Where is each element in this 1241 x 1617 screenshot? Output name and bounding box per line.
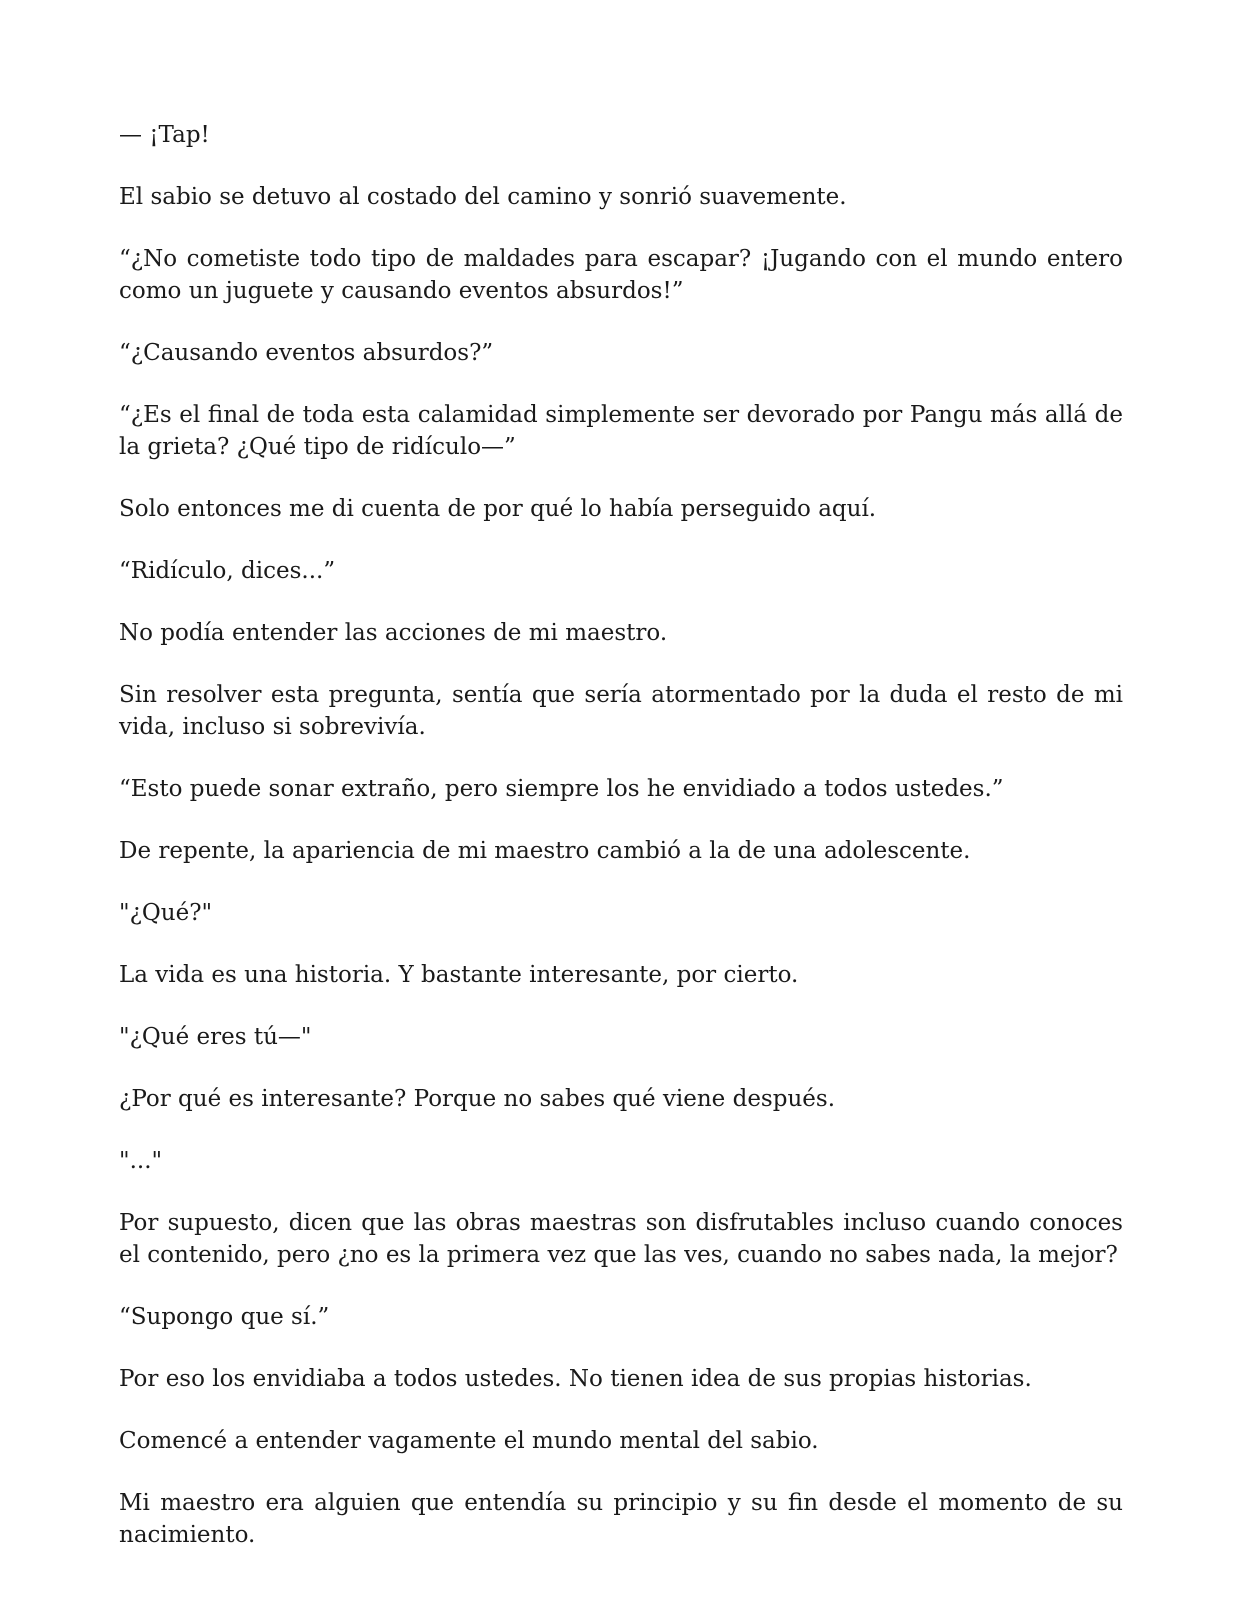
paragraph-15: ¿Por qué es interesante? Porque no sabes qué viene después. (119, 1086, 835, 1112)
paragraph-10: “Esto puede sonar extraño, pero siempre los he envidiado a todos ustedes.” (119, 776, 1004, 802)
paragraph-8: No podía entender las acciones de mi maestro. (119, 620, 668, 646)
paragraph-19: Por eso los envidiaba a todos ustedes. No tienen idea de sus propias historias. (119, 1366, 1032, 1392)
paragraph-16: "..." (119, 1148, 163, 1174)
paragraph-21: Mi maestro era alguien que entendía su principio y su fin desde el momento de su nacimiento. (119, 1490, 1123, 1548)
paragraph-4: “¿Causando eventos absurdos?” (119, 340, 494, 366)
paragraph-9: Sin resolver esta pregunta, sentía que sería atormentado por la duda el resto de mi vida, incluso si sobrevivía. (119, 682, 1123, 740)
paragraph-7: “Ridículo, dices...” (119, 558, 336, 584)
paragraph-6: Solo entonces me di cuenta de por qué lo había perseguido aquí. (119, 496, 877, 522)
paragraph-20: Comencé a entender vagamente el mundo mental del sabio. (119, 1428, 819, 1454)
paragraph-17: Por supuesto, dicen que las obras maestras son disfrutables incluso cuando conoces el contenido, pero ¿no es la primera vez que las ves, cuando no sabes nada, la mejor? (119, 1210, 1123, 1268)
paragraph-13: La vida es una historia. Y bastante interesante, por cierto. (119, 962, 799, 988)
paragraph-1: — ¡Tap! (119, 122, 210, 148)
paragraph-2: El sabio se detuvo al costado del camino y sonrió suavemente. (119, 184, 847, 210)
paragraph-11: De repente, la apariencia de mi maestro cambió a la de una adolescente. (119, 838, 971, 864)
paragraph-18: “Supongo que sí.” (119, 1304, 330, 1330)
paragraph-5: “¿Es el final de toda esta calamidad simplemente ser devorado por Pangu más allá de la grieta? ¿Qué tipo de ridículo—” (119, 402, 1123, 460)
paragraph-14: "¿Qué eres tú—" (119, 1024, 312, 1050)
paragraph-12: "¿Qué?" (119, 900, 213, 926)
paragraph-3: “¿No cometiste todo tipo de maldades para escapar? ¡Jugando con el mundo entero como un juguete y causando eventos absurdos!” (119, 246, 1123, 304)
